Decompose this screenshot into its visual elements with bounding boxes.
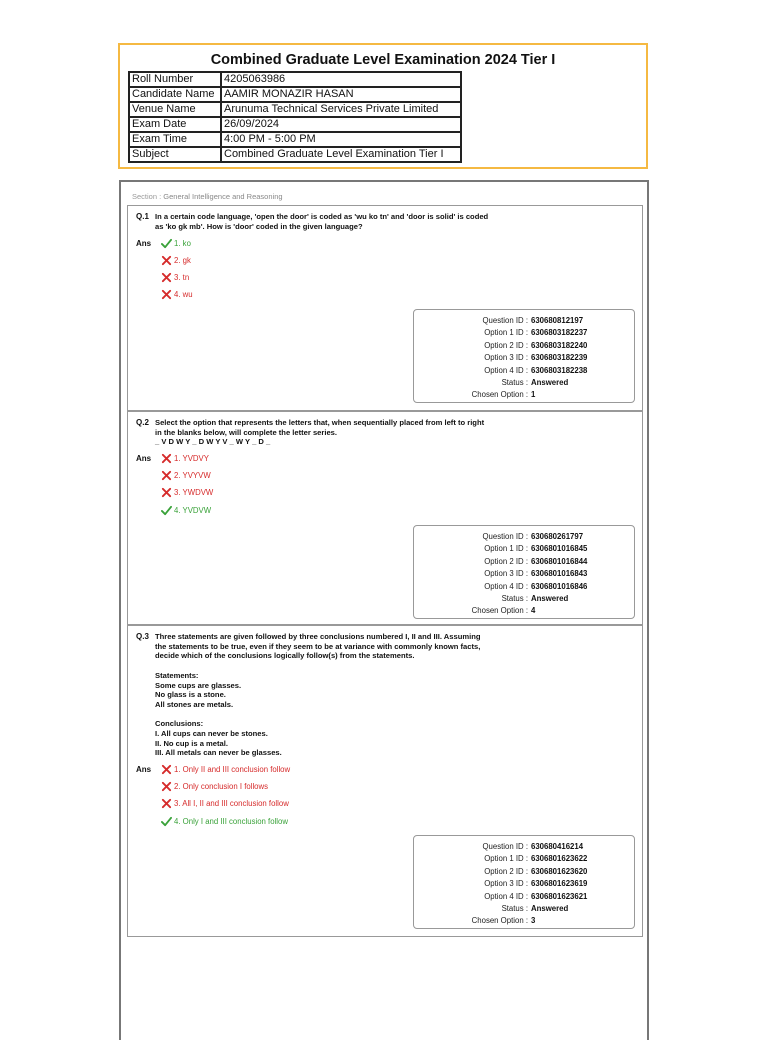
question-number: Q.1 — [136, 212, 149, 221]
question-text-line: I. All cups can never be stones. — [155, 729, 268, 738]
meta-row-o1 — [414, 853, 634, 865]
question-text-line: Some cups are glasses. — [155, 680, 242, 690]
info-row-candidate — [129, 87, 461, 102]
meta-value: 6306803182237 — [531, 328, 588, 338]
meta-row-o4 — [414, 365, 634, 377]
info-row-venue — [129, 102, 461, 117]
meta-row-o1 — [414, 327, 634, 339]
info-value: Combined Graduate Level Examination Tier I — [221, 147, 461, 162]
question-text-line: In a certain code language, 'open the door' is coded as 'wu ko tn' and 'door is solid' is coded — [155, 212, 489, 221]
exam-header-card — [118, 43, 648, 169]
meta-row-o2 — [414, 556, 634, 568]
meta-key: Chosen Option : — [471, 390, 528, 400]
answer-option — [161, 272, 189, 284]
meta-row-qid — [414, 315, 634, 327]
cross-icon — [161, 289, 172, 300]
meta-key: Option 3 ID : — [484, 879, 528, 889]
question-meta-panel — [413, 835, 635, 929]
info-key: Venue Name — [129, 102, 221, 117]
answer-label: Ans — [136, 239, 152, 248]
meta-value: 3 — [531, 916, 536, 926]
meta-row-chosen — [414, 389, 634, 401]
meta-key: Option 3 ID : — [484, 353, 528, 363]
meta-key: Question ID : — [482, 842, 528, 851]
meta-row-chosen — [414, 605, 634, 617]
question-number: Q.3 — [136, 632, 149, 641]
exam-title: Combined Graduate Level Examination 2024 Tier I — [210, 52, 556, 68]
meta-key: Status : — [501, 378, 528, 387]
option-text: 4. YVDVW — [174, 506, 212, 515]
meta-key: Status : — [501, 904, 528, 913]
question-block — [127, 205, 643, 411]
cross-icon — [161, 453, 172, 464]
check-icon — [161, 816, 172, 827]
answer-option — [161, 487, 213, 499]
cross-icon — [161, 470, 172, 481]
question-text-line: in the blanks below, will complete the letter series. — [155, 427, 338, 437]
info-key: Candidate Name — [129, 87, 221, 102]
meta-row-o4 — [414, 581, 634, 593]
meta-row-qid — [414, 531, 634, 543]
answer-option — [161, 798, 289, 810]
meta-row-qid — [414, 841, 634, 853]
section-container — [119, 180, 649, 1040]
meta-value: 630680261797 — [531, 532, 584, 541]
check-icon — [161, 238, 172, 249]
meta-row-o3 — [414, 568, 634, 580]
option-text: 1. ko — [174, 239, 191, 248]
cross-icon — [161, 272, 172, 283]
question-meta-panel — [413, 525, 635, 619]
meta-row-o3 — [414, 878, 634, 890]
meta-key: Question ID : — [482, 532, 528, 541]
question-text-line: III. All metals can never be glasses. — [155, 748, 282, 758]
section-label — [132, 192, 283, 201]
info-key: Subject — [129, 147, 221, 162]
option-text: 3. tn — [174, 273, 190, 282]
question-text-line: the statements to be true, even if they seem to be at variance with commonly known facts, — [155, 641, 481, 651]
answer-option — [161, 289, 193, 301]
meta-value: Answered — [531, 378, 569, 387]
meta-key: Question ID : — [482, 316, 528, 325]
meta-key: Option 2 ID : — [484, 556, 528, 566]
option-text: 2. Only conclusion I follows — [174, 782, 269, 791]
info-value: AAMIR MONAZIR HASAN — [221, 87, 461, 102]
question-block — [127, 625, 643, 937]
meta-row-status — [414, 377, 634, 389]
answer-option — [161, 505, 211, 517]
option-text: 3. YWDVW — [174, 488, 214, 497]
answer-option — [161, 238, 191, 250]
question-text-line: Select the option that represents the letters that, when sequentially placed from left to right — [155, 418, 485, 427]
info-value: 26/09/2024 — [221, 117, 461, 132]
cross-icon — [161, 764, 172, 775]
meta-key: Option 2 ID : — [484, 340, 528, 350]
info-value: 4205063986 — [221, 72, 461, 87]
meta-value: 630680416214 — [531, 842, 584, 851]
meta-key: Option 1 ID : — [484, 544, 528, 554]
info-row-date — [129, 117, 461, 132]
meta-row-chosen — [414, 915, 634, 927]
meta-row-o3 — [414, 352, 634, 364]
meta-value: 630680812197 — [531, 316, 584, 325]
question-text-line — [155, 661, 495, 671]
meta-value: 1 — [531, 390, 536, 400]
cross-icon — [161, 487, 172, 498]
answer-label: Ans — [136, 454, 152, 463]
option-text: 2. gk — [174, 256, 191, 265]
question-text — [155, 632, 495, 758]
info-row-time — [129, 132, 461, 147]
meta-key: Option 3 ID : — [484, 569, 528, 579]
option-text: 4. wu — [174, 290, 193, 299]
meta-value: 6306803182238 — [531, 365, 588, 375]
info-row-roll — [129, 72, 461, 87]
meta-key: Chosen Option : — [471, 916, 528, 926]
cross-icon — [161, 798, 172, 809]
meta-value: 6306801016843 — [531, 569, 588, 579]
meta-value: 6306801016845 — [531, 544, 588, 554]
meta-value: 6306801623621 — [531, 891, 588, 901]
answer-option — [161, 816, 288, 828]
question-text-line: _ V D W Y _ D W Y V _ W Y _ D _ — [155, 437, 271, 447]
info-key: Roll Number — [129, 72, 221, 87]
meta-key: Option 1 ID : — [484, 328, 528, 338]
meta-value: 6306801623620 — [531, 866, 588, 876]
meta-value: 4 — [531, 606, 536, 616]
meta-key: Option 4 ID : — [484, 581, 528, 591]
question-block — [127, 411, 643, 625]
option-text: 1. Only II and III conclusion follow — [174, 765, 291, 774]
info-key: Exam Date — [129, 117, 221, 132]
question-text-line: Conclusions: — [155, 719, 204, 729]
meta-row-o4 — [414, 891, 634, 903]
question-text — [155, 212, 495, 231]
question-text-line: Three statements are given followed by three conclusions numbered I, II and III. Assuming — [155, 632, 481, 641]
question-text-line: II. No cup is a metal. — [155, 738, 229, 748]
meta-row-status — [414, 593, 634, 605]
section-name: General Intelligence and Reasoning — [163, 192, 283, 201]
meta-value: 6306803182239 — [531, 353, 588, 363]
cross-icon — [161, 255, 172, 266]
meta-key: Option 4 ID : — [484, 365, 528, 375]
candidate-info-table — [128, 71, 462, 163]
answer-option — [161, 470, 211, 482]
meta-value: 6306801623622 — [531, 854, 588, 864]
answer-label: Ans — [136, 765, 152, 774]
info-value: Arunuma Technical Services Private Limited — [221, 102, 461, 117]
question-text-line: decide which of the conclusions logically follow(s) from the statements. — [155, 651, 415, 661]
meta-key: Option 1 ID : — [484, 854, 528, 864]
info-value: 4:00 PM - 5:00 PM — [221, 132, 461, 147]
option-text: 3. All I, II and III conclusion follow — [174, 799, 289, 808]
answer-option — [161, 764, 290, 776]
question-number: Q.2 — [136, 418, 149, 427]
question-text — [155, 418, 495, 447]
meta-key: Chosen Option : — [471, 606, 528, 616]
info-row-subject — [129, 147, 461, 162]
meta-row-o2 — [414, 866, 634, 878]
meta-value: 6306803182240 — [531, 340, 588, 350]
question-text-line — [155, 710, 495, 720]
option-text: 2. YVYVW — [174, 471, 211, 480]
question-text-line: All stones are metals. — [155, 699, 234, 709]
info-key: Exam Time — [129, 132, 221, 147]
section-prefix: Section : — [132, 192, 164, 201]
answer-option — [161, 453, 209, 465]
question-text-line: No glass is a stone. — [155, 690, 226, 700]
meta-row-o1 — [414, 543, 634, 555]
meta-key: Option 2 ID : — [484, 866, 528, 876]
question-meta-panel — [413, 309, 635, 403]
option-text: 1. YVDVY — [174, 454, 209, 463]
option-text: 4. Only I and III conclusion follow — [174, 817, 288, 826]
meta-value: 6306801623619 — [531, 879, 588, 889]
answer-option — [161, 255, 191, 267]
cross-icon — [161, 781, 172, 792]
answer-option — [161, 781, 268, 793]
question-text-line: as 'ko gk mb'. How is 'door' coded in the given language? — [155, 221, 363, 231]
meta-value: 6306801016846 — [531, 581, 588, 591]
meta-value: Answered — [531, 904, 569, 913]
meta-key: Option 4 ID : — [484, 891, 528, 901]
meta-value: 6306801016844 — [531, 556, 588, 566]
meta-row-status — [414, 903, 634, 915]
meta-key: Status : — [501, 594, 528, 603]
question-text-line: Statements: — [155, 670, 199, 680]
check-icon — [161, 505, 172, 516]
meta-row-o2 — [414, 340, 634, 352]
meta-value: Answered — [531, 594, 569, 603]
